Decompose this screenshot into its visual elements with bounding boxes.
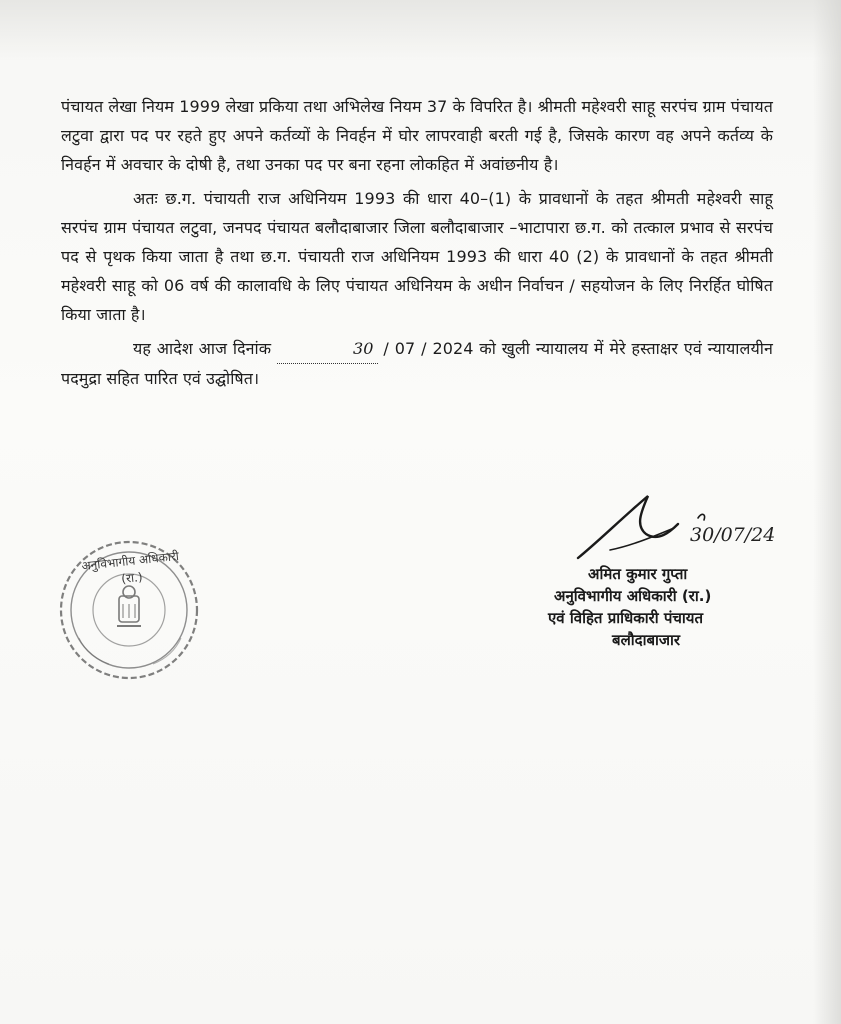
handwritten-day: 30 bbox=[277, 334, 378, 364]
order-line-suffix: / 07 / 2024 को खुली न्यायालय में मेरे हस्ताक्षर एवं न्यायालयीन पदमुद्रा सहित पारित एवं उद्घोषित। bbox=[61, 339, 773, 388]
officer-name: अमित कुमार गुप्ता bbox=[588, 565, 688, 583]
officer-authority: एवं विहित प्राधिकारी पंचायत bbox=[548, 609, 704, 627]
paragraph-misconduct: पंचायत लेखा नियम 1999 लेखा प्रकिया तथा अभिलेख नियम 37 के विपरित है। श्रीमती महेश्वरी साहू सरपंच ग्राम पंचायत लटुवा द्वारा पद पर रहते हुए अपने कर्तव्यों के निवर्हन में घोर लापरवाही बरती गई है, जिसके कारण वह अपने कर्तव्य के निवर्हन में अवचार के दोषी है, तथा उनका पद पर बना रहना लोकहित में अवांछनीय है। bbox=[61, 97, 773, 174]
page-edge-shadow bbox=[813, 0, 841, 1024]
signature-block bbox=[548, 488, 800, 668]
officer-designation: अनुविभागीय अधिकारी (रा.) bbox=[554, 587, 712, 605]
paragraph-removal-order: अतः छ.ग. पंचायती राज अधिनियम 1993 की धारा 40–(1) के प्रावधानों के तहत श्रीमती महेश्वरी साहू सरपंच ग्राम पंचायत लटुवा, जनपद पंचायत बलौदाबाजार जिला बलौदाबाजार –भाटापारा छ.ग. को तत्काल प्रभाव से सरपंच पद से पृथक किया जाता है तथा छ.ग. पंचायती राज अधिनियम 1993 की धारा 40 (2) के प्रावधानों के तहत श्रीमती महेश्वरी साहू को 06 वर्ष की कालावधि के लिए पंचायत अधिनियम के अधीन निर्वाचन / सहयोजन के लिए निरर्हित घोषित किया जाता है। bbox=[61, 189, 773, 324]
paragraph-pronouncement bbox=[61, 334, 773, 393]
seal-text: अनुविभागीय अधिकारी (रा.) bbox=[80, 548, 180, 587]
emblem-icon bbox=[117, 586, 141, 626]
order-line-prefix: यह आदेश आज दिनांक bbox=[133, 339, 278, 358]
officer-place: बलौदाबाजार bbox=[612, 631, 681, 649]
page-top-shadow bbox=[0, 0, 841, 60]
order-body bbox=[61, 92, 773, 398]
handwritten-date: 30/07/24 bbox=[690, 524, 776, 546]
